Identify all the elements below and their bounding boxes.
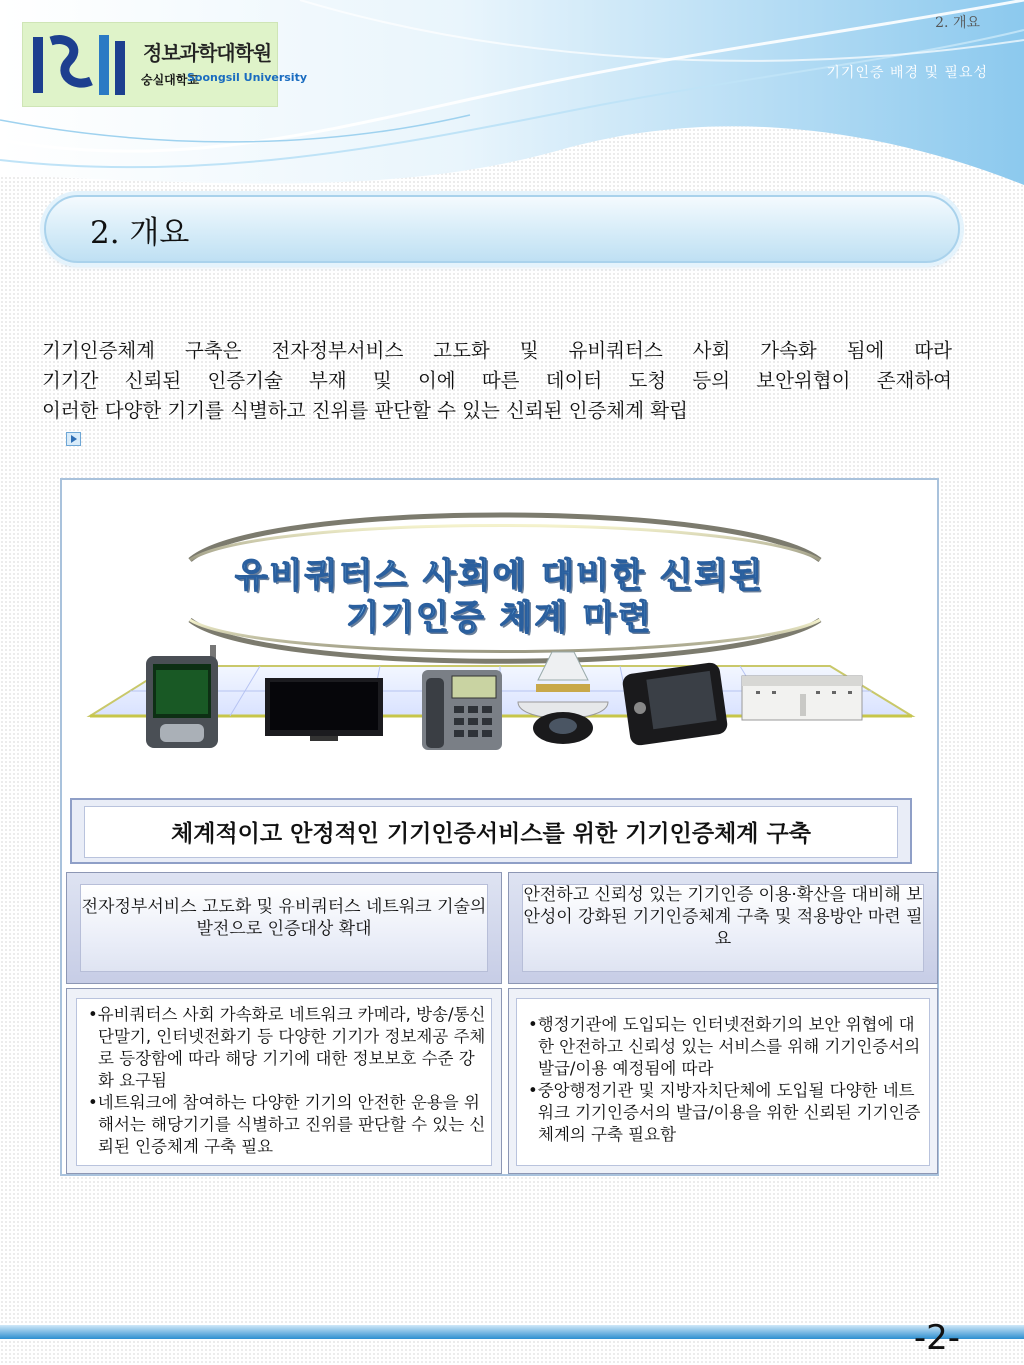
logo-graduate-school-name: 정보과학대학원 [143, 41, 272, 65]
router-device-icon [742, 676, 862, 720]
page-number: -2- [913, 1318, 960, 1358]
right-detail-list [528, 1014, 928, 1146]
header-subtitle: 기기인증 배경 및 필요성 [826, 65, 988, 81]
page-title: 2. 개요 [90, 215, 190, 251]
ip-phone-device-icon [422, 670, 502, 750]
media-tablet-device-icon [621, 662, 728, 747]
list-item: • 행정기관에 도입되는 인터넷전화기의 보안 위협에 대한 안전하고 신뢰성 있는 서비스를 위해 기기인증서의 발급/이용 예정됨에 따라 [528, 1014, 928, 1080]
intro-line: 기기간 신뢰된 인증기술 부재 및 이에 따른 데이터 도청 등의 보안위협이 존재하여 [42, 369, 952, 392]
list-item: • 유비쿼터스 사회 가속화로 네트워크 카메라, 방송/통신단말기, 인터넷전화기 등 다양한 기기가 정보제공 주체로 등장함에 따라 해당 기기에 대한 정보보호 수준 강화 요구됨 [88, 1004, 488, 1092]
left-category-heading: 전자정부서비스 고도화 및 유비쿼터스 네트워크 기술의 발전으로 인증대상 확대 [81, 897, 487, 939]
footer-bar [0, 1325, 1024, 1339]
list-item: • 중앙행정기관 및 지방자치단체에 도입될 다양한 네트워크 기기인증서의 발급/이용을 위한 신뢰된 기기인증체계의 구축 필요함 [528, 1080, 928, 1146]
intro-paragraph [42, 336, 952, 426]
right-category-heading: 안전하고 신뢰성 있는 기기인증 이용·확산을 대비해 보안성이 강화된 기기인증체계 구축 및 적용방안 마련 필요 [523, 885, 923, 949]
pda-device-icon [146, 645, 218, 748]
tv-device-icon [265, 678, 383, 741]
headline-line-2: 기기인증 체계 마련 [346, 598, 653, 638]
goal-text: 체계적이고 안정적인 기기인증서비스를 위한 기기인증체계 구축 [171, 821, 811, 847]
logo-university-ko: 숭실대학교 [141, 73, 199, 87]
list-item: • 네트워크에 참여하는 다양한 기기의 안전한 운용을 위해서는 해당기기를 식별하고 진위를 판단할 수 있는 신뢰된 인증체계 구축 필요 [88, 1092, 488, 1158]
ssu-logo-mark-icon [29, 31, 133, 99]
university-logo[interactable] [22, 22, 307, 107]
left-detail-list [88, 1004, 488, 1158]
play-icon[interactable] [66, 432, 81, 446]
headline-line-1: 유비쿼터스 사회에 대비한 신뢰된 [234, 556, 765, 596]
intro-line: 기기인증체계 구축은 전자정부서비스 고도화 및 유비쿼터스 사회 가속화 됨에 따라 [42, 339, 952, 362]
diagram-headline [60, 555, 939, 639]
header-section-label: 2. 개요 [935, 15, 980, 31]
intro-line: 이러한 다양한 기기를 식별하고 진위를 판단할 수 있는 신뢰된 인증체계 확립 [42, 399, 688, 422]
logo-university-en: Soongsil University [187, 71, 307, 84]
